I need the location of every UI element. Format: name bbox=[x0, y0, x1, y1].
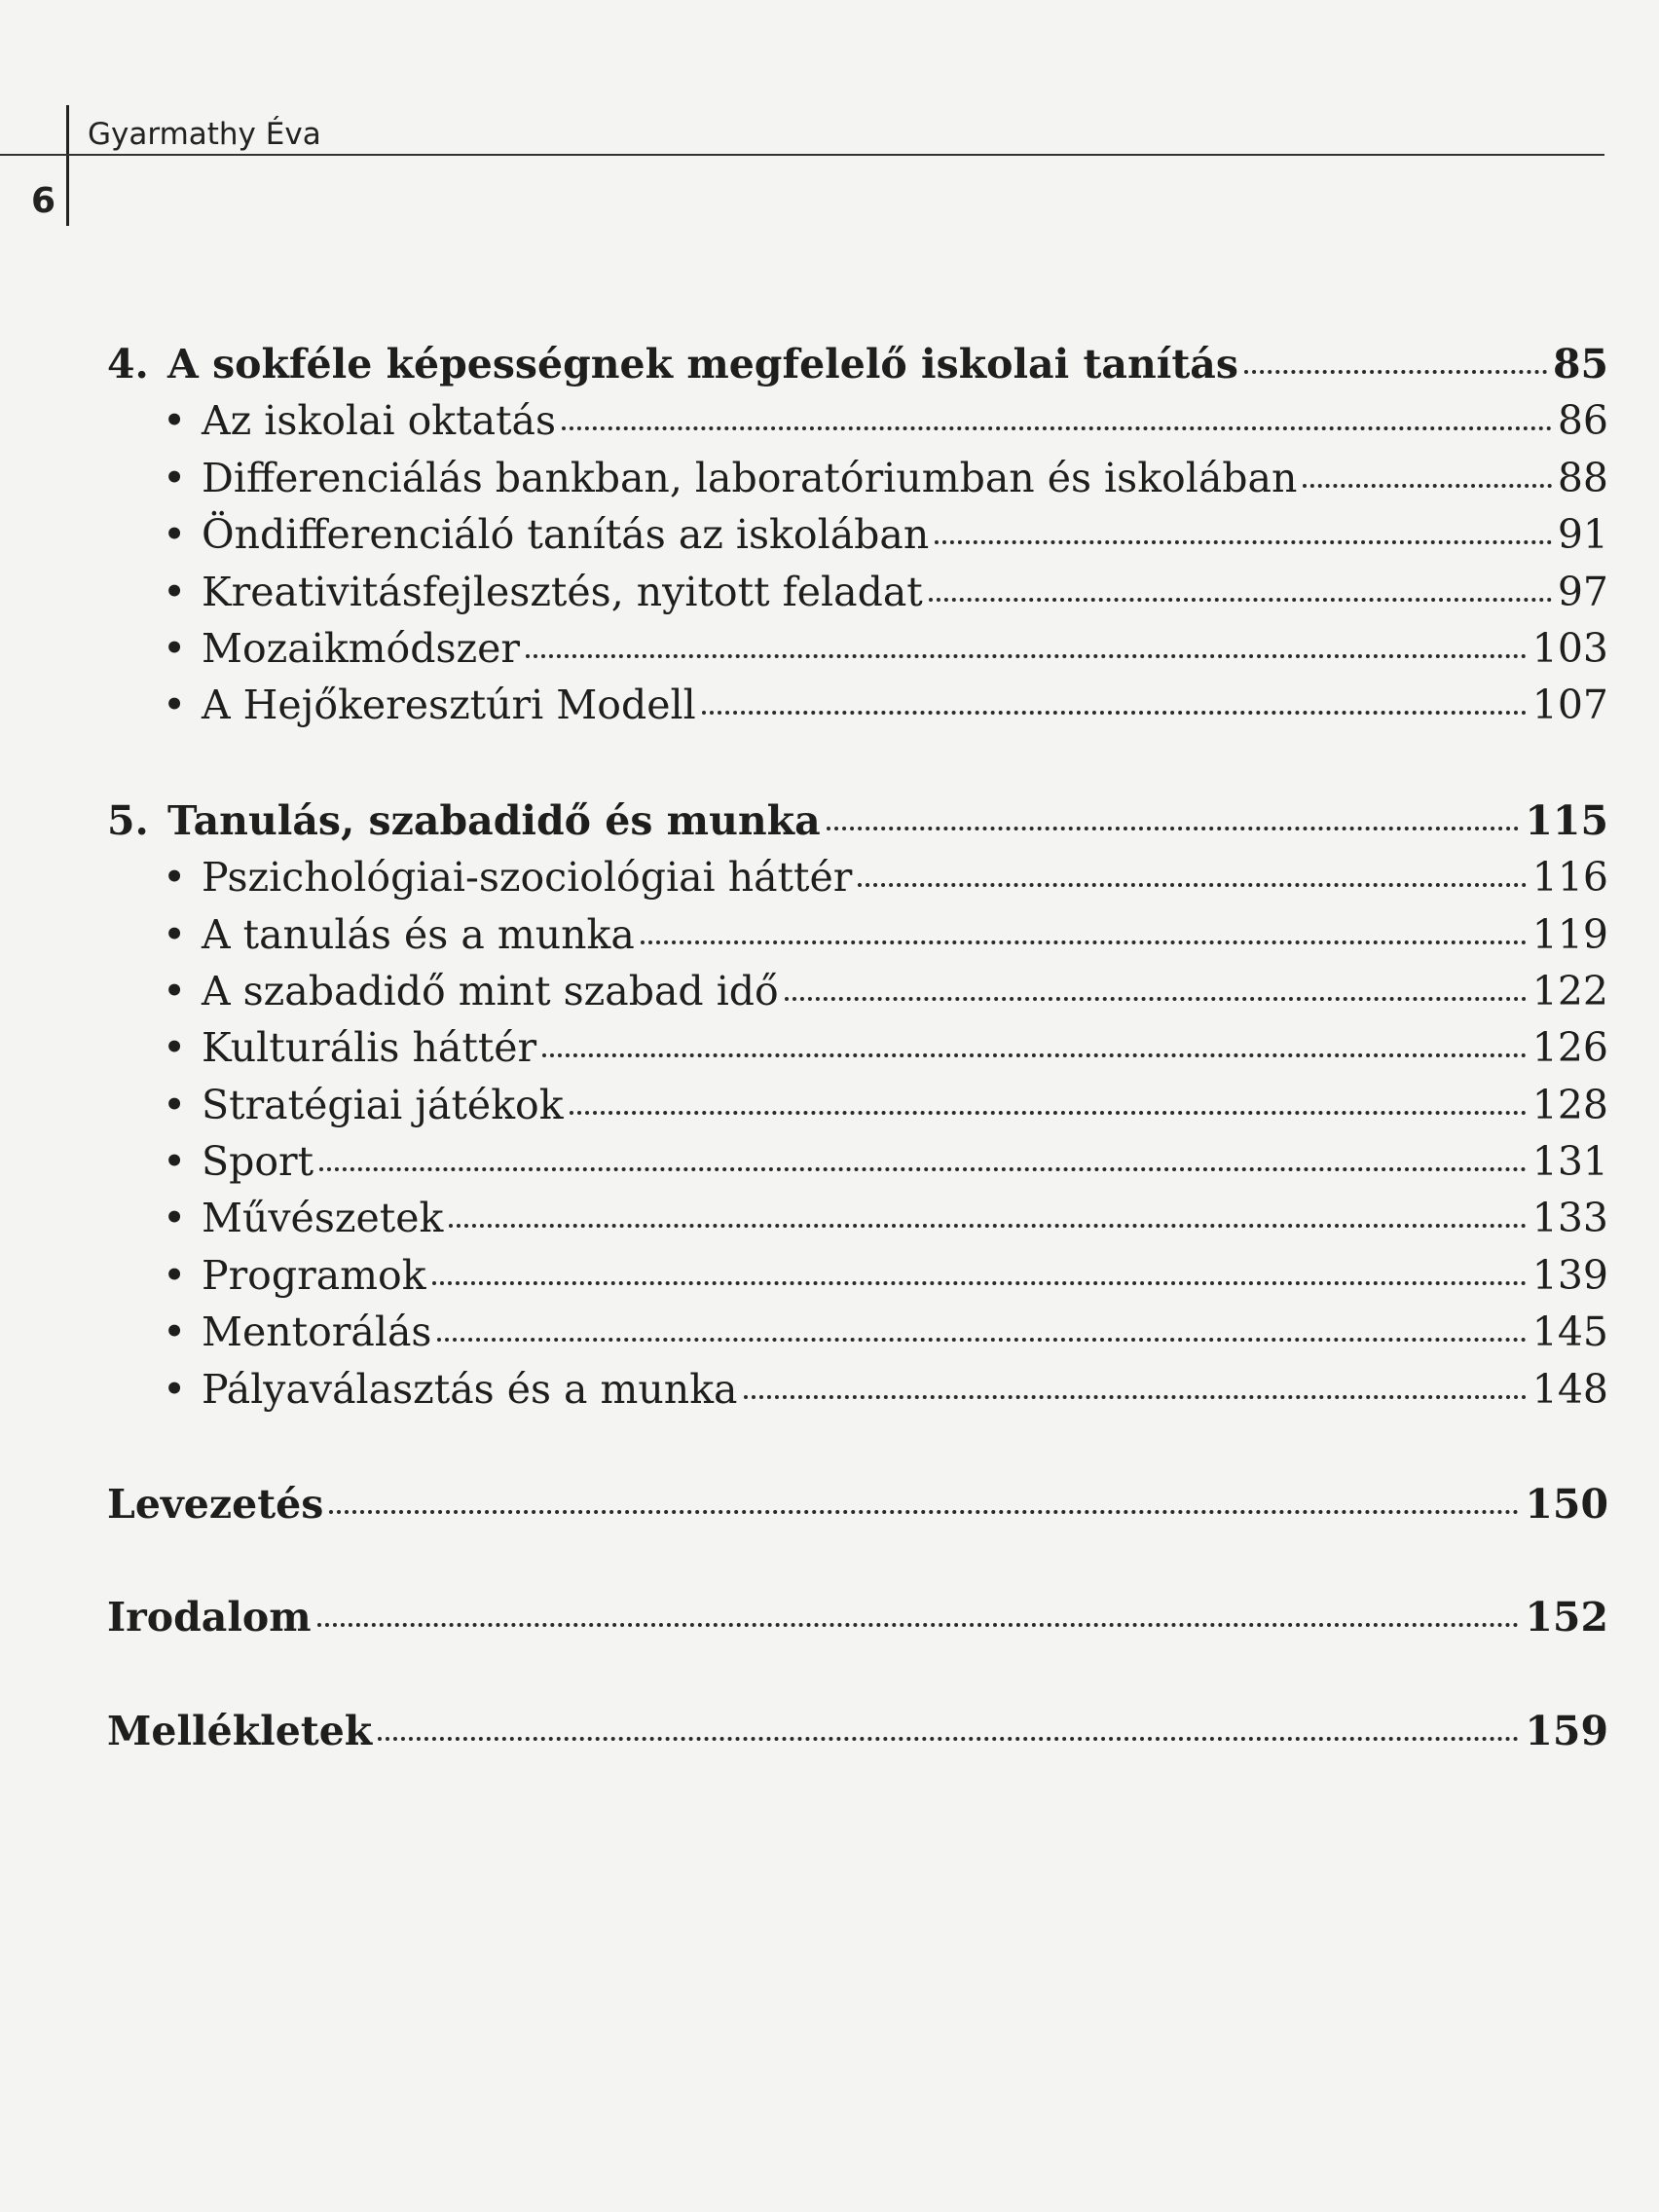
item-page: 91 bbox=[1557, 511, 1608, 559]
dot-leader bbox=[1244, 370, 1547, 374]
chapter-number: 4. bbox=[107, 341, 149, 387]
bullet-icon: • bbox=[163, 910, 187, 958]
toc-item bbox=[107, 392, 1608, 449]
toc-item bbox=[107, 1304, 1608, 1360]
dot-leader bbox=[437, 1338, 1526, 1342]
dot-leader bbox=[1303, 484, 1551, 488]
item-title: A szabadidő mint szabad idő bbox=[202, 967, 779, 1014]
bullet-icon: • bbox=[163, 1195, 187, 1242]
header-horizontal-rule bbox=[0, 154, 1604, 156]
item-page: 131 bbox=[1531, 1138, 1608, 1186]
bullet-icon: • bbox=[163, 1309, 187, 1356]
toc-chapter-5 bbox=[107, 793, 1608, 849]
chapter-number: 5. bbox=[107, 796, 149, 844]
dot-leader bbox=[744, 1395, 1527, 1399]
dot-leader bbox=[785, 997, 1527, 1001]
entry-page: 150 bbox=[1525, 1481, 1608, 1529]
item-title: Differenciálás bankban, laboratóriumban és iskolában bbox=[202, 454, 1298, 501]
dot-leader bbox=[562, 426, 1552, 430]
entry-title: Mellékletek bbox=[107, 1707, 373, 1754]
toc-item bbox=[107, 849, 1608, 905]
bullet-icon: • bbox=[163, 511, 187, 559]
dot-leader bbox=[378, 1737, 1519, 1741]
entry-title: Levezetés bbox=[107, 1481, 324, 1529]
dot-leader bbox=[570, 1111, 1527, 1115]
dot-leader bbox=[641, 940, 1527, 944]
item-title: Kulturális háttér bbox=[202, 1024, 537, 1072]
item-page: 88 bbox=[1557, 454, 1608, 501]
item-title: Stratégiai játékok bbox=[202, 1081, 564, 1128]
toc-item bbox=[107, 1019, 1608, 1076]
toc-item bbox=[107, 506, 1608, 563]
bullet-icon: • bbox=[163, 1251, 187, 1299]
dot-leader bbox=[526, 654, 1527, 658]
bullet-icon: • bbox=[163, 624, 187, 672]
table-of-contents bbox=[107, 336, 1608, 1759]
item-page: 116 bbox=[1531, 854, 1608, 902]
item-title: Pályaválasztás és a munka bbox=[202, 1365, 738, 1413]
toc-item bbox=[107, 963, 1608, 1019]
toc-item bbox=[107, 1361, 1608, 1418]
item-title: A tanulás és a munka bbox=[202, 910, 635, 958]
item-page: 119 bbox=[1531, 910, 1608, 958]
toc-item bbox=[107, 1190, 1608, 1246]
entry-page: 152 bbox=[1525, 1594, 1608, 1641]
item-page: 128 bbox=[1531, 1081, 1608, 1128]
item-page: 126 bbox=[1531, 1024, 1608, 1072]
bullet-icon: • bbox=[163, 1138, 187, 1186]
dot-leader bbox=[827, 827, 1520, 830]
entry-title: Irodalom bbox=[107, 1594, 312, 1641]
toc-item bbox=[107, 906, 1608, 963]
item-page: 139 bbox=[1531, 1251, 1608, 1299]
dot-leader bbox=[935, 540, 1552, 544]
dot-leader bbox=[542, 1053, 1527, 1057]
item-page: 133 bbox=[1531, 1195, 1608, 1242]
chapter-page: 115 bbox=[1525, 796, 1608, 844]
toc-item bbox=[107, 1247, 1608, 1304]
item-title: Kreativitásfejlesztés, nyitott feladat bbox=[202, 568, 923, 615]
item-page: 145 bbox=[1531, 1309, 1608, 1356]
item-title: Sport bbox=[202, 1138, 314, 1186]
dot-leader bbox=[702, 711, 1527, 715]
chapter-title: Tanulás, szabadidő és munka bbox=[167, 796, 821, 844]
item-title: Mozaikmódszer bbox=[202, 624, 520, 672]
bullet-icon: • bbox=[163, 1081, 187, 1128]
dot-leader bbox=[449, 1224, 1526, 1228]
item-page: 148 bbox=[1531, 1365, 1608, 1413]
toc-item bbox=[107, 1133, 1608, 1190]
toc-entry-mellekletek bbox=[107, 1703, 1608, 1759]
entry-page: 159 bbox=[1525, 1707, 1608, 1754]
dot-leader bbox=[858, 883, 1526, 887]
toc-item bbox=[107, 564, 1608, 620]
bullet-icon: • bbox=[163, 967, 187, 1014]
toc-entry-levezetes bbox=[107, 1476, 1608, 1532]
item-title: Programok bbox=[202, 1251, 426, 1299]
bullet-icon: • bbox=[163, 854, 187, 902]
header-vertical-rule bbox=[66, 105, 69, 226]
toc-chapter-4 bbox=[107, 336, 1608, 392]
dot-leader bbox=[319, 1167, 1527, 1171]
item-page: 86 bbox=[1557, 397, 1608, 445]
item-title: A Hejőkeresztúri Modell bbox=[202, 682, 696, 729]
bullet-icon: • bbox=[163, 1024, 187, 1072]
item-page: 122 bbox=[1531, 967, 1608, 1014]
bullet-icon: • bbox=[163, 1365, 187, 1413]
toc-item bbox=[107, 450, 1608, 506]
bullet-icon: • bbox=[163, 568, 187, 615]
page-number: 6 bbox=[31, 181, 56, 221]
dot-leader bbox=[329, 1510, 1519, 1514]
bullet-icon: • bbox=[163, 454, 187, 501]
item-title: Művészetek bbox=[202, 1195, 444, 1242]
item-page: 107 bbox=[1531, 682, 1608, 729]
item-title: Az iskolai oktatás bbox=[202, 397, 557, 445]
dot-leader bbox=[317, 1623, 1520, 1627]
running-header-author: Gyarmathy Éva bbox=[88, 117, 321, 152]
item-title: Mentorálás bbox=[202, 1309, 432, 1356]
item-title: Öndifferenciáló tanítás az iskolában bbox=[202, 511, 930, 559]
bullet-icon: • bbox=[163, 397, 187, 445]
item-title: Pszichológiai-szociológiai háttér bbox=[202, 854, 853, 902]
item-page: 97 bbox=[1557, 568, 1608, 615]
dot-leader bbox=[432, 1281, 1527, 1285]
chapter-title: A sokféle képességnek megfelelő iskolai tanítás bbox=[167, 341, 1238, 387]
toc-item bbox=[107, 620, 1608, 677]
item-page: 103 bbox=[1531, 624, 1608, 672]
toc-item bbox=[107, 1077, 1608, 1133]
chapter-page: 85 bbox=[1552, 341, 1608, 387]
dot-leader bbox=[929, 598, 1552, 602]
bullet-icon: • bbox=[163, 682, 187, 729]
toc-entry-irodalom bbox=[107, 1589, 1608, 1645]
toc-item bbox=[107, 677, 1608, 733]
